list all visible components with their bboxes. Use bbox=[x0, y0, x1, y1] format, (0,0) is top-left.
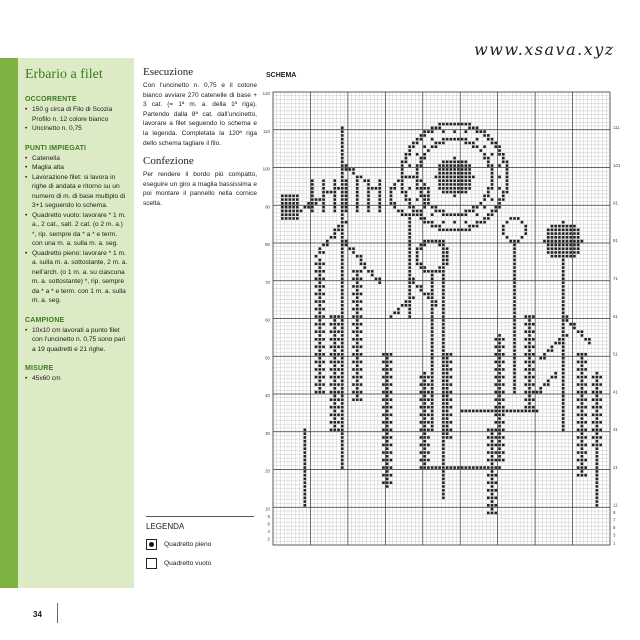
row-label-right: 11 bbox=[613, 502, 618, 508]
row-label-left: 70 bbox=[265, 279, 270, 285]
row-label-left: 100 bbox=[262, 166, 270, 172]
row-label-right: 61 bbox=[613, 313, 618, 319]
sidebar-list-item: • 45x60 cm bbox=[25, 374, 128, 384]
legend-empty-label: Quadretto vuoto bbox=[164, 560, 212, 567]
execution-heading: Esecuzione bbox=[143, 66, 194, 78]
row-label-right: 101 bbox=[613, 162, 621, 168]
row-label-right: 21 bbox=[613, 464, 618, 470]
row-label-left: 20 bbox=[265, 468, 270, 474]
sidebar-section-heading: PUNTI IMPIEGATI bbox=[25, 144, 87, 152]
finishing-text: Per rendere il bordo più compatto, eseguire un giro a maglia bassissima e poi montare il pannello nella cornice scelta. bbox=[143, 171, 257, 207]
legend-filled-label: Quadretto pieno bbox=[164, 541, 212, 548]
row-label-left: 2 bbox=[267, 536, 270, 542]
row-label-right: 71 bbox=[613, 276, 618, 281]
row-label-right: 41 bbox=[613, 389, 618, 395]
row-label-left: 60 bbox=[265, 317, 270, 323]
row-label-left: 6 bbox=[267, 521, 270, 527]
row-label-right: 5 bbox=[613, 525, 616, 531]
sidebar-section-heading: MISURE bbox=[25, 365, 54, 372]
finishing-heading: Confezione bbox=[143, 155, 194, 168]
row-label-left: 10 bbox=[265, 506, 270, 512]
legend-empty-row bbox=[146, 558, 254, 569]
sidebar-list-item: • Quadretto vuoto: lavorare * 1 m. a., 2 cat., salt. 2 cat. (o 2 m. a.) *, rip. sempre da * a * e term. con una m. a. sulla m. a. seg. bbox=[25, 211, 128, 249]
row-label-right: 51 bbox=[613, 351, 618, 357]
legend bbox=[146, 516, 254, 577]
sidebar-list-item: • 150 g circa di Filo di Scozia Profilo n. 12 colore bianco bbox=[25, 105, 128, 124]
filled-square-icon bbox=[146, 539, 157, 550]
row-label-right: 111 bbox=[613, 125, 620, 130]
sidebar-list-item: • Quadretto pieno: lavorare * 1 m. a. sulla m. a. sottostante, 2 m. a. nell’arch. (o 1 m. a. su ciascuna m. a. sottostante) *, rip. sempre da * a * e term. con 1 m. a. sulla m. a. seg. bbox=[25, 249, 128, 306]
empty-square-icon bbox=[146, 558, 157, 569]
schema-title: SCHEMA bbox=[266, 72, 297, 79]
sidebar-section-heading: OCCORRENTE bbox=[25, 96, 77, 103]
pattern-title: Erbario a filet bbox=[25, 67, 103, 82]
row-label-left: 30 bbox=[265, 430, 270, 436]
execution-text: Con l’uncinetto n. 0,75 e il cotone bianco avviare 270 catenelle di base + 3 cat. (= 1ª m. a. della 1ª riga). Partendo dalla 8ª cat. dall’uncinetto, lavorare a filet seguendo lo schema e la legenda. Completata la 120ª riga dello schema tagliare il filo. bbox=[143, 82, 257, 147]
page-number: 34 bbox=[33, 610, 42, 619]
row-label-left: 40 bbox=[265, 393, 270, 399]
sidebar-list-item: • Maglia alta bbox=[25, 163, 128, 173]
row-label-left: 4 bbox=[267, 528, 270, 534]
row-label-left: 120 bbox=[262, 91, 270, 97]
row-label-right: 9 bbox=[613, 510, 616, 516]
watermark: www.xsava.xyz bbox=[474, 40, 615, 59]
sidebar-section-heading: CAMPIONE bbox=[25, 316, 65, 324]
row-label-right: 3 bbox=[613, 532, 616, 538]
row-label-right: 81 bbox=[613, 238, 618, 244]
page-divider bbox=[57, 603, 58, 623]
sidebar-list-item: • Lavorazione filet: si lavora in righe di andata e ritorno su un numero di m. di base multiplo di 3+1 seguendo lo schema. bbox=[25, 173, 128, 211]
row-label-left: 90 bbox=[265, 204, 270, 210]
row-label-left: 8 bbox=[267, 513, 270, 519]
legend-title: LEGENDA bbox=[146, 516, 254, 531]
row-label-right: 31 bbox=[613, 427, 618, 432]
row-label-left: 50 bbox=[265, 355, 270, 361]
sidebar-list-item: • Uncinetto n. 0,75 bbox=[25, 124, 128, 134]
row-label-right: 91 bbox=[613, 200, 618, 206]
row-label-left: 110 bbox=[263, 128, 270, 134]
legend-filled-row bbox=[146, 539, 254, 550]
sidebar-list-item: • Catenella bbox=[25, 154, 128, 164]
row-label-right: 1 bbox=[613, 540, 616, 546]
row-label-left: 80 bbox=[265, 242, 270, 248]
sidebar-list-item: • 10x10 cm lavorati a punto filet con l’uncinetto n. 0,75 sono pari a 19 quadretti e 21 righe. bbox=[25, 326, 128, 355]
row-label-right: 7 bbox=[613, 517, 616, 523]
